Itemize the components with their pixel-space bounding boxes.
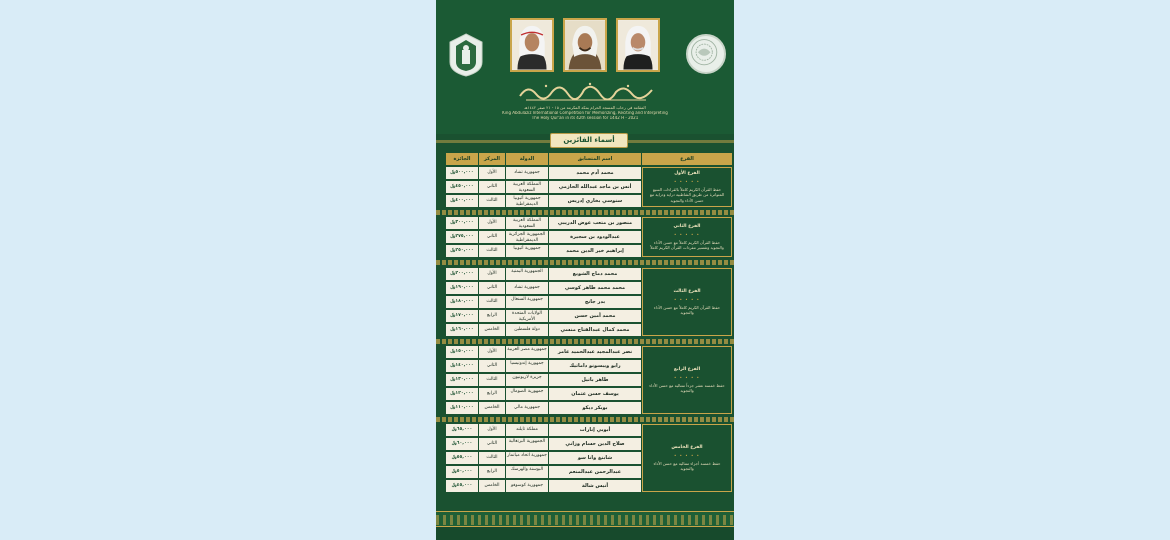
prize-cell bbox=[446, 402, 478, 414]
prize-value: ٥٥,٠٠٠ bbox=[456, 455, 473, 460]
header-english-line-2: The Holy Qur'an in its 42th session for 1442 H - 2021 bbox=[531, 116, 639, 120]
prize-cell bbox=[446, 231, 478, 243]
section-title: أسماء الفائزين bbox=[550, 133, 628, 148]
col-name: اسم المتسابق bbox=[549, 153, 641, 165]
rank-cell: الثالث bbox=[479, 452, 505, 464]
branch-name: الفرع الثالث bbox=[673, 288, 701, 294]
poster-header bbox=[436, 0, 734, 134]
rank-cell: الثاني bbox=[479, 181, 505, 193]
country-cell: جمهورية مصر العربية bbox=[506, 346, 548, 358]
branch-cell bbox=[642, 424, 732, 492]
riyal-currency-icon: ﷼ bbox=[450, 198, 456, 203]
country-cell: جمهورية تشاد bbox=[506, 282, 548, 294]
prize-value: ٥٠,٠٠٠ bbox=[456, 469, 473, 474]
name-cell: شابنغ وانا سو bbox=[549, 452, 641, 464]
riyal-currency-icon: ﷼ bbox=[450, 220, 456, 225]
ornament-dots: • • • • • bbox=[674, 231, 700, 237]
name-cell: يوسف حسن عثمان bbox=[549, 388, 641, 400]
rank-cell: الرابع bbox=[479, 466, 505, 478]
ornament-dots: • • • • • bbox=[674, 374, 700, 380]
rank-cell: الأول bbox=[479, 424, 505, 436]
ornament-divider bbox=[436, 339, 734, 344]
country-cell: جمهورية أثيوبيا الديمقراطية bbox=[506, 195, 548, 207]
name-cell: منصور بن متعب عوض الدريبي bbox=[549, 217, 641, 229]
ornament-dots: • • • • • bbox=[674, 179, 700, 185]
portrait-left bbox=[510, 18, 554, 72]
branch-name: الفرع الأول bbox=[674, 171, 700, 177]
riyal-currency-icon: ﷼ bbox=[450, 349, 456, 354]
prize-cell bbox=[446, 245, 478, 257]
prize-cell bbox=[446, 195, 478, 207]
prize-cell bbox=[446, 438, 478, 450]
prize-cell bbox=[446, 324, 478, 336]
name-cell: أنس بن ماجد عبدالله الحازمي bbox=[549, 181, 641, 193]
branch-description: حفظ القرآن الكريم كاملاً بالقراءات السبع المتواترة من طريق الشاطبية دراية ودراية مع حسن الأداء والتجويد bbox=[649, 187, 725, 203]
riyal-currency-icon: ﷼ bbox=[451, 455, 457, 460]
riyal-currency-icon: ﷼ bbox=[450, 299, 456, 304]
prize-cell bbox=[446, 296, 478, 308]
rank-cell: الثاني bbox=[479, 231, 505, 243]
footer-ornament bbox=[436, 511, 734, 527]
riyal-currency-icon: ﷼ bbox=[450, 234, 456, 239]
prize-cell bbox=[446, 452, 478, 464]
riyal-currency-icon: ﷼ bbox=[450, 271, 456, 276]
prize-cell bbox=[446, 360, 478, 372]
competition-logotype bbox=[516, 78, 656, 104]
name-cell: بدر جانج bbox=[549, 296, 641, 308]
prize-value: ٣٠٠,٠٠٠ bbox=[455, 220, 474, 225]
branch-cell bbox=[642, 217, 732, 257]
name-cell: عبدالودود بن سجيرة bbox=[549, 231, 641, 243]
ministry-emblem-icon bbox=[446, 32, 486, 78]
name-cell: رايو ويبسونو داماتيك bbox=[549, 360, 641, 372]
name-cell: طاهر باتيل bbox=[549, 374, 641, 386]
branch-cell bbox=[642, 167, 732, 207]
poster bbox=[436, 0, 734, 540]
branch-name: الفرع الثاني bbox=[673, 223, 701, 229]
rank-cell: الخامس bbox=[479, 324, 505, 336]
rank-cell: الثالث bbox=[479, 195, 505, 207]
rank-cell: الثاني bbox=[479, 360, 505, 372]
prize-value: ٢٥٠,٠٠٠ bbox=[455, 248, 474, 253]
ornament-dots: • • • • • bbox=[674, 452, 700, 458]
branch-group bbox=[446, 217, 732, 257]
country-cell: الجمهورية الجزائرية الديمقراطية bbox=[506, 231, 548, 243]
riyal-currency-icon: ﷼ bbox=[450, 184, 456, 189]
rank-cell: الثالث bbox=[479, 296, 505, 308]
riyal-currency-icon: ﷼ bbox=[451, 441, 457, 446]
country-cell: جمهورية أثيوبيا bbox=[506, 245, 548, 257]
branch-description: حفظ القرآن الكريم كاملاً مع حسن الأداء والتجويد وتفسير مفردات القرآن الكريم كاملاً bbox=[650, 239, 724, 250]
country-cell: جمهورية كوسوفو bbox=[506, 480, 548, 492]
prize-value: ١٧٠,٠٠٠ bbox=[455, 313, 474, 318]
riyal-currency-icon: ﷼ bbox=[451, 469, 457, 474]
prize-cell bbox=[446, 374, 478, 386]
competition-seal-icon bbox=[686, 34, 726, 74]
ornament-divider bbox=[436, 417, 734, 422]
rank-cell: الثاني bbox=[479, 282, 505, 294]
prize-value: ١٥٠,٠٠٠ bbox=[455, 349, 474, 354]
prize-value: ١٦٠,٠٠٠ bbox=[455, 327, 474, 332]
prize-value: ١٣٠,٠٠٠ bbox=[455, 377, 474, 382]
prize-cell bbox=[446, 310, 478, 322]
col-rank: المركز bbox=[479, 153, 505, 165]
riyal-currency-icon: ﷼ bbox=[450, 170, 456, 175]
prize-cell bbox=[446, 480, 478, 492]
branch-name: الفرع الخامس bbox=[671, 444, 703, 450]
prize-cell bbox=[446, 346, 478, 358]
name-cell: بوبكر ديكو bbox=[549, 402, 641, 414]
prize-cell bbox=[446, 466, 478, 478]
prize-cell bbox=[446, 282, 478, 294]
footer-bar bbox=[436, 527, 734, 540]
prize-value: ٤٥,٠٠٠ bbox=[456, 483, 473, 488]
rank-cell: الأول bbox=[479, 346, 505, 358]
name-cell: محمد آدم محمد bbox=[549, 167, 641, 179]
country-cell: المملكة العربية السعودية bbox=[506, 181, 548, 193]
rank-cell: الثالث bbox=[479, 374, 505, 386]
rank-cell: الأول bbox=[479, 268, 505, 280]
prize-value: ٤٥٠,٠٠٠ bbox=[455, 184, 474, 189]
riyal-currency-icon: ﷼ bbox=[450, 248, 456, 253]
header-english-line-1: King Abdulaziz International Competition for Memorizing, Reciting and Interpreting bbox=[502, 111, 668, 115]
ornament-divider bbox=[436, 210, 734, 215]
prize-value: ٦٠,٠٠٠ bbox=[456, 441, 473, 446]
riyal-currency-icon: ﷼ bbox=[450, 313, 456, 318]
branch-name: الفرع الرابع bbox=[673, 366, 701, 372]
header-date-line: المقامة في رحاب المسجد الحرام بمكة المكرمة من ١٥ - ٢١ صفر ١٤٤٢هـ bbox=[524, 106, 646, 110]
prize-value: ١٩٠,٠٠٠ bbox=[455, 285, 474, 290]
riyal-currency-icon: ﷼ bbox=[450, 391, 456, 396]
country-cell: جمهورية الصومال bbox=[506, 388, 548, 400]
name-cell: سنوسي بخاري إدريس bbox=[549, 195, 641, 207]
branch-group bbox=[446, 268, 732, 336]
name-cell: محمد دماج الشويع bbox=[549, 268, 641, 280]
rank-cell: الأول bbox=[479, 167, 505, 179]
portrait-center bbox=[563, 18, 607, 72]
branch-description: حفظ القرآن الكريم كاملاً مع حسن الأداء والتجويد bbox=[653, 304, 721, 315]
branch-description: حفظ خمسة أجزاء متتالية مع حسن الأداء والتجويد bbox=[653, 460, 721, 471]
country-cell: الجمهورية اليمنية bbox=[506, 268, 548, 280]
table-header bbox=[446, 153, 732, 165]
prize-cell bbox=[446, 424, 478, 436]
country-cell: جمهورية تشاد bbox=[506, 167, 548, 179]
rank-cell: الأول bbox=[479, 217, 505, 229]
branch-cell bbox=[642, 346, 732, 414]
country-cell: البوسنة والهرسك bbox=[506, 466, 548, 478]
riyal-currency-icon: ﷼ bbox=[450, 285, 456, 290]
prize-cell bbox=[446, 167, 478, 179]
prize-value: ٢٠٠,٠٠٠ bbox=[455, 271, 474, 276]
prize-cell bbox=[446, 268, 478, 280]
riyal-currency-icon: ﷼ bbox=[451, 483, 457, 488]
country-cell: جزيرة لاريونيون bbox=[506, 374, 548, 386]
name-cell: محمد أمين حسن bbox=[549, 310, 641, 322]
rank-cell: الخامس bbox=[479, 402, 505, 414]
prize-value: ٦٥,٠٠٠ bbox=[456, 427, 473, 432]
ornament-dots: • • • • • bbox=[674, 296, 700, 302]
rank-cell: الثالث bbox=[479, 245, 505, 257]
rank-cell: الخامس bbox=[479, 480, 505, 492]
riyal-currency-icon: ﷼ bbox=[451, 427, 457, 432]
prize-value: ٤٠٠,٠٠٠ bbox=[455, 198, 474, 203]
name-cell: عبدالرحمن عبدالمنعم bbox=[549, 466, 641, 478]
prize-value: ١٨٠,٠٠٠ bbox=[455, 299, 474, 304]
col-branch: الفرع bbox=[642, 153, 732, 165]
prize-cell bbox=[446, 217, 478, 229]
prize-cell bbox=[446, 181, 478, 193]
country-cell: دولة فلسطين bbox=[506, 324, 548, 336]
rank-cell: الرابع bbox=[479, 310, 505, 322]
name-cell: نصر عبدالمجيد عبدالحميد عامر bbox=[549, 346, 641, 358]
branch-group bbox=[446, 167, 732, 207]
portrait-right bbox=[616, 18, 660, 72]
country-cell: جمهورية اتحاد ميانمار bbox=[506, 452, 548, 464]
prize-cell bbox=[446, 388, 478, 400]
prize-value: ١٤٠,٠٠٠ bbox=[455, 363, 474, 368]
country-cell: جمهورية مالي bbox=[506, 402, 548, 414]
branch-group bbox=[446, 346, 732, 414]
riyal-currency-icon: ﷼ bbox=[450, 327, 456, 332]
country-cell: الولايات المتحدة الأمريكية bbox=[506, 310, 548, 322]
country-cell: الجمهورية البرتغالية bbox=[506, 438, 548, 450]
riyal-currency-icon: ﷼ bbox=[450, 377, 456, 382]
name-cell: صلاح الدين حسام وزاني bbox=[549, 438, 641, 450]
branch-group bbox=[446, 424, 732, 492]
rank-cell: الثاني bbox=[479, 438, 505, 450]
riyal-currency-icon: ﷼ bbox=[450, 405, 456, 410]
prize-value: ١١٠,٠٠٠ bbox=[455, 405, 474, 410]
branch-description: حفظ خمسة عشر جزءاً متتالية مع حسن الأداء والتجويد bbox=[649, 382, 725, 393]
prize-value: ٥٠٠,٠٠٠ bbox=[455, 170, 474, 175]
col-prize: الجائزة bbox=[446, 153, 478, 165]
branch-cell bbox=[642, 268, 732, 336]
name-cell: أنيس شالة bbox=[549, 480, 641, 492]
riyal-currency-icon: ﷼ bbox=[450, 363, 456, 368]
prize-value: ٢٧٥,٠٠٠ bbox=[455, 234, 474, 239]
rank-cell: الرابع bbox=[479, 388, 505, 400]
name-cell: محمد كمال عبدالفتاح منسي bbox=[549, 324, 641, 336]
country-cell: المملكة العربية السعودية bbox=[506, 217, 548, 229]
country-cell: جمهورية إندونيسيا bbox=[506, 360, 548, 372]
name-cell: إبراهيم خير الدين محمد bbox=[549, 245, 641, 257]
name-cell: محمد محمد طاهر كوسي bbox=[549, 282, 641, 294]
prize-value: ١٢٠,٠٠٠ bbox=[455, 391, 474, 396]
country-cell: جمهورية السنغال bbox=[506, 296, 548, 308]
name-cell: أبوبي إنارات bbox=[549, 424, 641, 436]
ornament-divider bbox=[436, 260, 734, 265]
col-country: الدولة bbox=[506, 153, 548, 165]
country-cell: مملكة تايلند bbox=[506, 424, 548, 436]
